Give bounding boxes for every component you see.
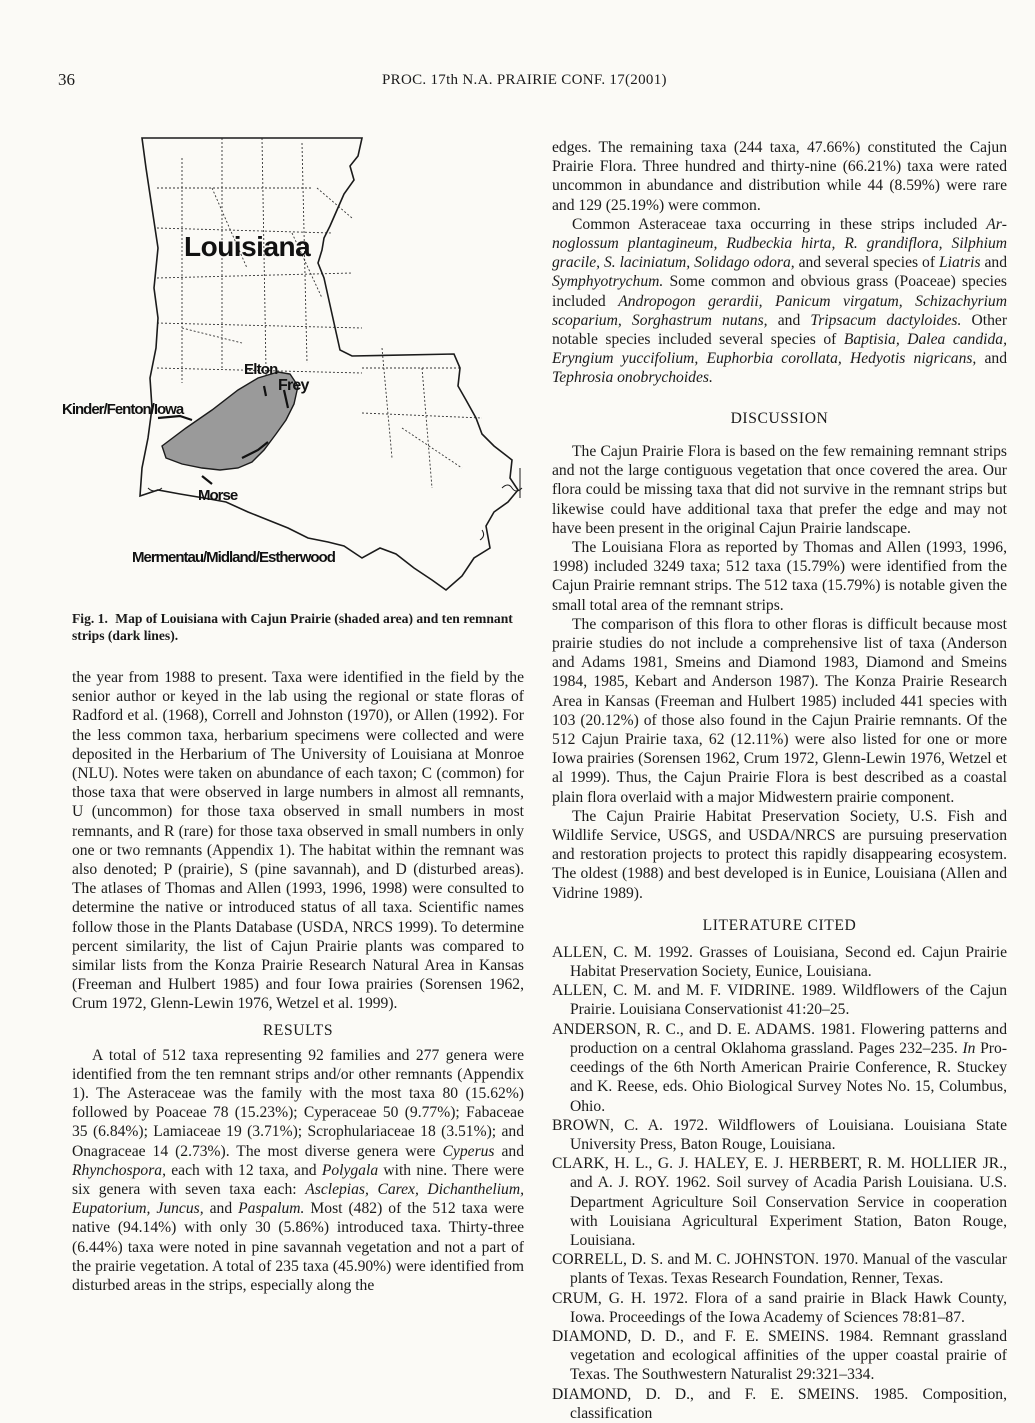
- methods-paragraph: the year from 1988 to present. Taxa were identified in the field by the senior author or keyed in the lab using the regional or state floras of Radford et al. (1968), Correll and Johnston (1970), or Allen (1992). For the less common taxa, herbarium specimens were collected and were deposited in the Herbarium of The University of Louisiana at Monroe (NLU). Notes were taken on abundance of each taxon; C (common) for those taxa that were observed in large numbers in almost all remnants, U (uncommon) for those taxa observed in small numbers in most remnants, and R (rare) for those taxa observed in small numbers in only one or two remnants (Appendix 1). The habitat within the remnant was also denoted; P (prairie), S (pine savannah), and D (disturbed areas). The atlases of Thomas and Allen (1993, 1996, 1998) were consulted to determine the native or introduced status of all taxa. Scientific names follow those in the Plants Database (USDA, NRCS 1999). To determine percent similarity, the list of Cajun Prairie plants was compared to similar lists from the Konza Prairie Research Natural Area in Kansas (Freeman and Hulbert 1985) and four Iowa prairies (Sorensen 1962, Crum 1972, Glenn-Lewin 1976, Wetzel et al. 1999).: [72, 669, 524, 1013]
- reference-text: ALLEN, C. M. and M. F. VIDRINE. 1989. Wildflowers of the Cajun Prairie. Louisiana Conservationist 41:20–25.: [552, 982, 1007, 1019]
- reference-text: DIAMOND, D. D., and F. E. SMEINS. 1985. Composition, classification: [552, 1385, 1007, 1422]
- reference-item: [552, 1020, 1007, 1116]
- genus-rhynchospora: Rhynchospora: [72, 1161, 163, 1179]
- reference-item: [552, 1154, 1007, 1250]
- species-tephrosia: Tephrosia onobrychoides.: [552, 369, 713, 387]
- page-number: 36: [58, 70, 75, 89]
- discussion-paragraph-1: The Cajun Prairie Flora is based on the few remaining remnant strips and not the large contiguous vegetation that once covered the area. Our flora could be missing taxa that did not survive in the remnant strips but likewise could have additional taxa that prefer the edge and may not have been present in the original Cajun Prairie landscape.: [552, 443, 1007, 537]
- common-species-paragraph: [552, 215, 1007, 388]
- reference-list: [552, 943, 1007, 1423]
- other-notable-species: Baptisia, Dalea candida, Eryngium yuccifolium, Euphorbia corollata, Hedyotis nigricans,: [552, 331, 1007, 368]
- discussion-heading: DISCUSSION: [730, 410, 829, 427]
- remnant-strip-morse: [202, 476, 212, 484]
- reference-item: [552, 1250, 1007, 1288]
- right-column-top: [552, 138, 1007, 388]
- figure-caption: [72, 611, 520, 645]
- species-and-2: and: [767, 311, 811, 329]
- results-continued-paragraph: edges. The remaining taxa (244 taxa, 47.66%) constituted the Cajun Prairie Flora. Three hundred and thirty-nine (66.21%) taxa were rated uncommon in abundance and distribution while 44 (8.59%) were rare and 129 (25.19%) were common.: [552, 139, 1007, 214]
- discussion-paragraph-4: The Cajun Prairie Habitat Preservation Society, U.S. Fish and Wildlife Service, USGS, and USDA/NRCS are pursuing preservation and restoration projects to protect this rapidly disappearing ecosystem. The oldest (1988) and best developed is in Eunice, Louisiana (Allen and Vidrine 1989).: [552, 807, 1007, 902]
- results-text-2: , each with 12 taxa, and: [162, 1161, 322, 1179]
- asteraceae-species: Arnoglossum plantagineum, Rudbeckia hirta, R. grandiflora, Silphium gracile, S. laciniatum, Solidago odora,: [552, 215, 1007, 272]
- results-text-1: A total of 512 taxa representing 92 families and 277 genera were identified from the ten remnant strips and/or other remnants (Appendix 1). The Asteraceae was the family with the most taxa 80 (15.62%) followed by Poaceae 78 (15.23%); Cyperaceae 50 (9.77%); Fabaceae 35 (6.84%); Lamiaceae 19 (3.71%); Scrophulariaceae 18 (3.51%); and Onagraceae 14 (2.73%). The most diverse genera were: [72, 1046, 524, 1160]
- literature-cited-heading: LITERATURE CITED: [702, 916, 857, 934]
- reference-item: [552, 981, 1007, 1019]
- louisiana-map-figure: [62, 128, 532, 608]
- results-paragraph: [72, 1046, 524, 1296]
- reference-text: CRUM, G. H. 1972. Flora of a sand prairie in Black Hawk County, Iowa. Proceedings of the Iowa Academy of Sciences 78:81–87.: [552, 1289, 1007, 1326]
- species-text-2: and several species of: [794, 254, 939, 272]
- reference-text: DIAMOND, D. D., and F. E. SMEINS. 1984. Remnant grassland vegetation and ecological affinities of the upper coastal prairie of Texas. The Southwestern Naturalist 29:321–334.: [552, 1327, 1007, 1384]
- genera-seven-taxa: Asclepias, Carex, Dichanthelium, Eupatorium, Juncus,: [72, 1181, 525, 1218]
- label-mermentau-midland-estherwood: Mermentau/Midland/Estherwood: [132, 549, 335, 566]
- louisiana-map: [62, 128, 532, 608]
- reference-item: [552, 1327, 1007, 1385]
- reference-item: [552, 1116, 1007, 1154]
- discussion-paragraph-3: The comparison of this flora to other floras is difficult because most prairie studies do not include a comprehensive list of taxa (Anderson and Adams 1981, Smeins and Diamond 1983, Diamond and Smeins 1984, 1985, Kebart and Anderson 1987). The Konza Prairie Research Area in Kansas (Freeman and Hulbert 1985) included 441 species with 103 (20.12%) of those also found in the Cajun Prairie remnants. Of the 512 Cajun Prairie taxa, 62 (12.11%) were also listed for one or more Iowa prairies (Sorensen 1962, Crum 1972, Glenn-Lewin 1976, Wetzel et al 1999). Thus, the Cajun Prairie Flora is best described as a coastal plain flora overlaid with a major Midwestern prairie component.: [552, 615, 1007, 806]
- state-outline: [140, 138, 518, 590]
- species-and-1: and: [980, 254, 1007, 272]
- label-morse: Morse: [198, 487, 238, 504]
- species-text-4: Other notable species included several species of: [552, 311, 1008, 349]
- label-kinder-fenton-iowa: Kinder/Fenton/Iowa: [62, 401, 184, 418]
- reference-italic: In: [962, 1039, 976, 1057]
- discussion-paragraph-2: The Louisiana Flora as reported by Thomas and Allen (1993, 1996, 1998) included 3249 taxa; 512 taxa (15.79%) were identified from the Cajun Prairie remnant strips. The 512 taxa (15.79%) is notable given the small total area of the remnant strips.: [552, 539, 1007, 614]
- results-heading: RESULTS: [262, 1021, 334, 1039]
- results-text-4: Most (482) of the 512 taxa were native (94.14%) with only 30 (5.86%) introduced taxa. Thirty-three (6.44%) taxa were noted in pine savannah vegetation and not a part of the prairie vegetation. A total of 235 taxa (45.90%) were identified from disturbed areas in the strips, especially along the: [72, 1200, 524, 1295]
- reference-text: ALLEN, C. M. 1992. Grasses of Louisiana, Second ed. Cajun Prairie Habitat Preservation Society, Eunice, Louisiana.: [552, 943, 1007, 981]
- genus-liatris: Liatris: [938, 254, 981, 272]
- reference-text: ANDERSON, R. C., and D. E. ADAMS. 1981. Flowering patterns and production on a central Oklahoma grassland. Pages 232–235.: [552, 1020, 1007, 1057]
- reference-item: [552, 1385, 1007, 1423]
- species-and-3: and: [976, 350, 1007, 368]
- genus-symphyotrychum: Symphyotrychum.: [552, 273, 664, 291]
- left-column: [72, 668, 524, 1295]
- reference-item: [552, 1289, 1007, 1327]
- species-text-1: Common Asteraceae taxa occurring in these strips included: [572, 215, 987, 233]
- label-frey: Frey: [278, 377, 309, 394]
- species-tripsacum: Tripsacum dactyloides.: [810, 311, 962, 329]
- running-head: PROC. 17th N.A. PRAIRIE CONF. 17(2001): [382, 72, 667, 88]
- reference-text: BROWN, C. A. 1972. Wildflowers of Louisiana. Louisiana State University Press, Baton Rouge, Louisiana.: [552, 1116, 1007, 1153]
- grass-species: Andropogon gerardii, Panicum virgatum, Schizachyrium scoparium, Sorghastrum nutans,: [552, 292, 1007, 329]
- genus-paspalum: Paspalum.: [238, 1200, 305, 1218]
- genus-polygala: Polygala: [321, 1161, 379, 1179]
- results-and-2: and: [203, 1200, 239, 1218]
- species-text-3: Some common and obvious grass (Poaceae) species included: [552, 273, 1007, 310]
- right-column-bottom: [552, 410, 1007, 1423]
- results-text-3: with nine. There were six genera with seven taxa each:: [72, 1161, 524, 1199]
- reference-text-tail: Proceedings of the 6th North American Prairie Conference, R. Stuckey and K. Reese, eds. Ohio Biological Survey Notes No. 15, Columbus, Ohio.: [570, 1039, 1008, 1115]
- map-title: Louisiana: [184, 231, 311, 262]
- figure-caption-label: Fig. 1.: [72, 611, 108, 626]
- label-elton: Elton: [244, 361, 278, 378]
- genus-cyperus: Cyperus: [442, 1142, 495, 1160]
- reference-text: CLARK, H. L., G. J. HALEY, E. J. HERBERT, R. M. HOLLIER JR., and A. J. ROY. 1962. Soil survey of Acadia Parish Louisiana. U.S. Department Agriculture Soil Conservation Service in cooperation with Louisiana Agricultural Experiment Station, Baton Rouge, Louisiana.: [552, 1155, 1007, 1249]
- results-and-1: and: [494, 1142, 524, 1160]
- reference-text: CORRELL, D. S. and M. C. JOHNSTON. 1970. Manual of the vascular plants of Texas. Texas Research Foundation, Renner, Texas.: [552, 1251, 1007, 1288]
- figure-caption-text: Map of Louisiana with Cajun Prairie (shaded area) and ten remnant strips (dark lines).: [72, 611, 513, 643]
- reference-item: [552, 943, 1007, 981]
